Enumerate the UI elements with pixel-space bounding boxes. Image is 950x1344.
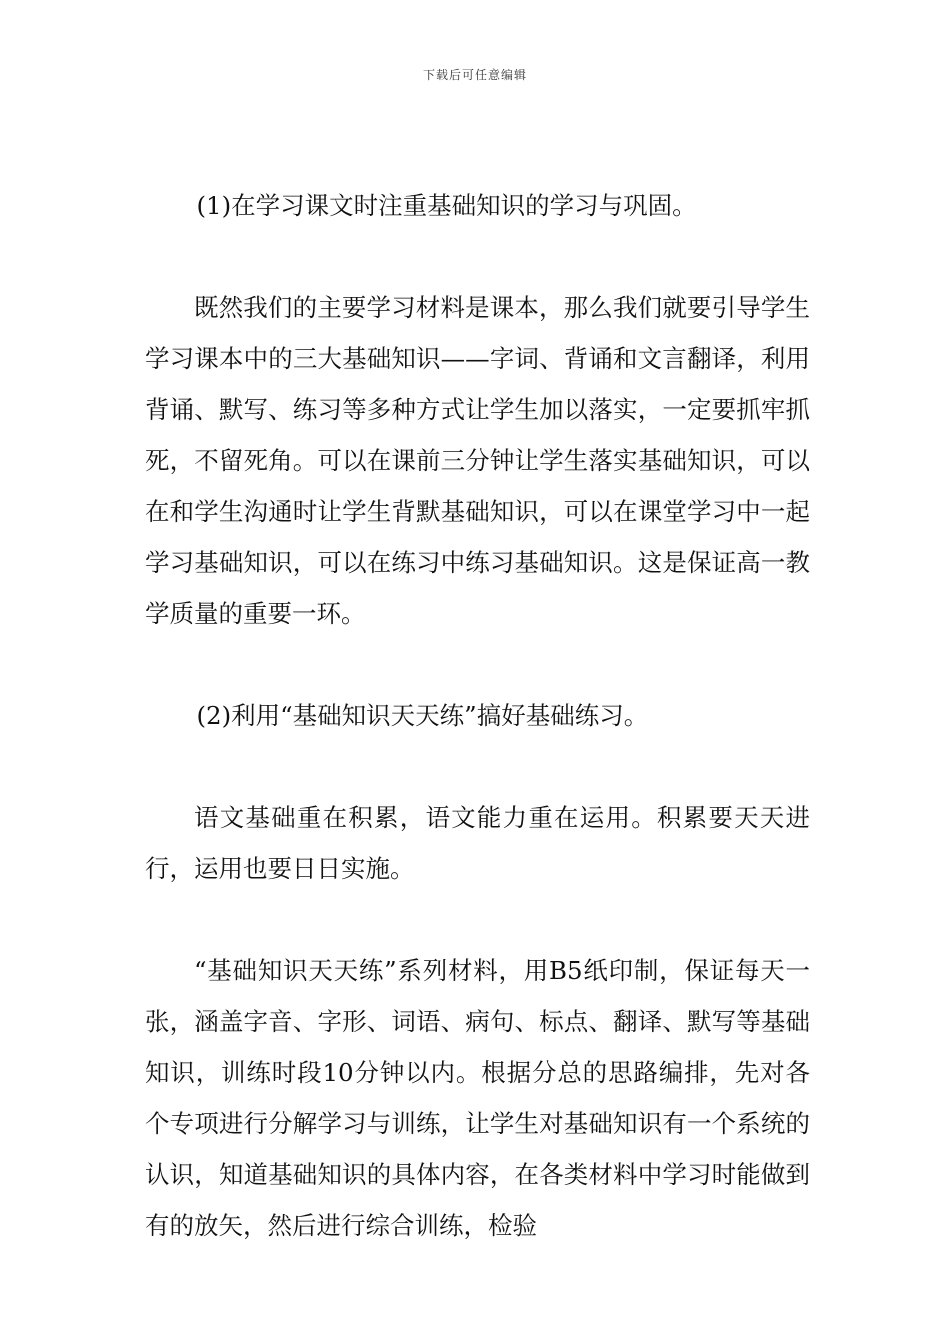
paragraph-2: 语文基础重在积累，语文能力重在运用。积累要天天进行，运用也要日日实施。 (145, 803, 810, 883)
paragraph-3: “基础知识天天练”系列材料，用B5纸印制，保证每天一张，涵盖字音、字形、词语、病句、标点、翻译、默写等基础知识，训练时段10分钟以内。根据分总的思路编排，先对各个专项进行分解学习与训练，让学生对基础知识有一个系统的认识，知道基础知识的具体内容，在各类材料中学习时能做到有的放矢，然后进行综合训练，检验 (145, 956, 810, 1240)
paragraph-gap (145, 231, 810, 282)
document-body (145, 180, 810, 1251)
paragraph-gap (145, 741, 810, 792)
paragraph-gap (145, 894, 810, 945)
section-heading-1: (1)在学习课文时注重基础知识的学习与巩固。 (196, 191, 697, 220)
page-header: 下载后可任意编辑 (422, 68, 527, 82)
paragraph-gap (145, 639, 810, 690)
section-heading-2: (2)利用“基础知识天天练”搞好基础练习。 (196, 701, 649, 730)
paragraph-1: 既然我们的主要学习材料是课本，那么我们就要引导学生学习课本中的三大基础知识——字词、背诵和文言翻译，利用背诵、默写、练习等多种方式让学生加以落实，一定要抓牢抓死，不留死角。可以在课前三分钟让学生落实基础知识，可以在和学生沟通时让学生背默基础知识，可以在课堂学习中一起学习基础知识，可以在练习中练习基础知识。这是保证高一教学质量的重要一环。 (145, 293, 810, 628)
